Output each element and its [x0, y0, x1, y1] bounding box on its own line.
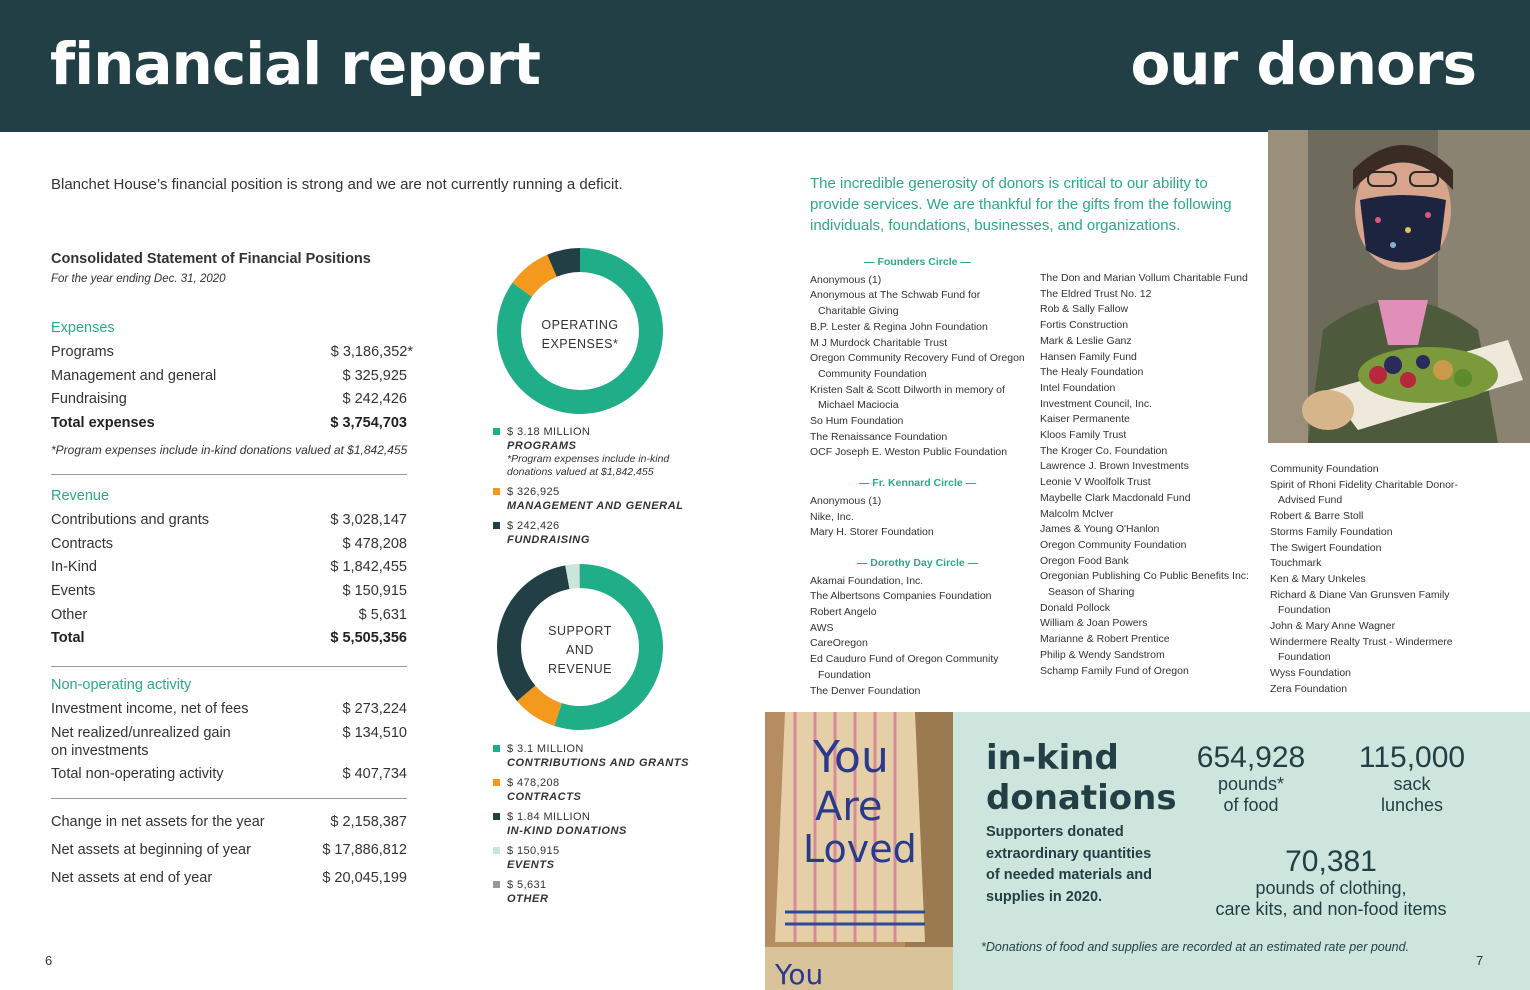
donor-name: Marianne & Robert Prentice: [1040, 633, 1170, 646]
row-label: Fundraising: [51, 391, 127, 407]
founders-list: [810, 273, 1025, 461]
donor-name: Windermere Realty Trust - Windermere Foundation: [1270, 635, 1453, 664]
donor-name: Intel Foundation: [1040, 381, 1116, 394]
legend-note: *Program expenses include in-kind donations valued at $1,842,455: [507, 453, 670, 478]
donor-name: Anonymous (1): [810, 494, 882, 507]
stat-unit: pounds*: [1217, 774, 1285, 794]
legend-value: $ 3.18 MILLION: [507, 426, 591, 438]
donor-name: Oregon Food Bank: [1040, 554, 1129, 567]
row-label-line2: on investments: [51, 743, 149, 759]
legend-item-management: [493, 485, 693, 513]
row-label: In-Kind: [51, 559, 97, 575]
donor-name: The Albertsons Companies Foundation: [810, 590, 992, 603]
legend-swatch: [493, 522, 500, 529]
legend-name: EVENTS: [507, 859, 555, 871]
row-label: Events: [51, 583, 96, 599]
donor-name: Mary H. Storer Foundation: [810, 526, 934, 539]
donor-name: Ken & Mary Unkeles: [1270, 572, 1366, 585]
row-label: Total non-operating activity: [51, 766, 224, 782]
row-value: $ 3,186,352*: [330, 344, 413, 360]
stat-number: 654,928: [1196, 741, 1306, 774]
donor-name: William & Joan Powers: [1040, 617, 1148, 630]
dorothy-circle-heading: — Dorothy Day Circle —: [856, 556, 979, 569]
legend-name: CONTRACTS: [507, 791, 582, 803]
row-label: Programs: [51, 344, 114, 360]
row-value: $ 5,505,356: [330, 630, 407, 646]
stat-unit: lunches: [1380, 795, 1444, 815]
row-value: $ 5,631: [358, 607, 407, 623]
volunteer-photo-illustration: [1268, 130, 1530, 443]
legend-item-inkind: [493, 810, 693, 838]
donor-name: The Eldred Trust No. 12: [1040, 287, 1152, 300]
legend-name: PROGRAMS: [507, 440, 577, 452]
donor-name: James & Young O'Hanlon: [1040, 523, 1160, 536]
bag-text-loved: Loved: [803, 827, 917, 871]
donor-name: Rob & Sally Fallow: [1040, 303, 1129, 316]
center-label-line: REVENUE: [548, 662, 612, 676]
you-are-loved-bag-photo: [765, 712, 953, 990]
kennard-circle-heading: — Fr. Kennard Circle —: [858, 477, 977, 490]
bag-text-are: Are: [815, 784, 883, 830]
donor-name: Anonymous (1): [810, 273, 882, 286]
revenue-heading: Revenue: [51, 488, 110, 504]
legend-value: $ 3.1 MILLION: [507, 743, 584, 755]
legend-item-contributions: [493, 742, 693, 770]
row-value: $ 478,208: [342, 536, 407, 552]
donor-name: Anonymous at The Schwab Fund for Charitable Giving: [810, 289, 981, 318]
legend-name: FUNDRAISING: [507, 534, 590, 546]
legend-name: MANAGEMENT AND GENERAL: [507, 500, 684, 512]
donor-name: Richard & Diane Van Grunsven Family Foundation: [1270, 588, 1450, 617]
donor-name: Akamai Foundation, Inc.: [810, 574, 924, 587]
row-label: Contributions and grants: [51, 512, 209, 528]
donor-name: Philip & Wendy Sandstrom: [1040, 648, 1165, 661]
donor-name: The Renaissance Foundation: [810, 430, 948, 443]
donor-name: AWS: [810, 621, 834, 634]
legend-item-fundraising: [493, 519, 693, 547]
legend-swatch: [493, 488, 500, 495]
stat-unit: pounds of clothing,: [1255, 878, 1407, 898]
row-label: Net realized/unrealized gain: [51, 725, 231, 741]
row-label: Contracts: [51, 536, 114, 552]
legend-swatch: [493, 847, 500, 854]
support-revenue-legend: [493, 742, 693, 912]
support-revenue-center-label: [520, 622, 640, 679]
bag-text-you-lower: You: [775, 958, 824, 990]
donor-name: OCF Joseph E. Weston Public Foundation: [810, 446, 1008, 459]
donor-name: The Don and Marian Vollum Charitable Fund: [1040, 272, 1248, 284]
legend-value: $ 1.84 MILLION: [507, 811, 591, 823]
legend-item-other: [493, 878, 693, 906]
statement-subtitle: For the year ending Dec. 31, 2020: [51, 273, 226, 285]
row-value: $ 242,426: [342, 391, 407, 407]
row-label: Other: [51, 607, 88, 623]
kennard-list: [810, 494, 1025, 541]
donor-column-3: [1270, 462, 1485, 698]
donor-name: Oregonian Publishing Co Public Benefits Inc: Season of Sharing: [1040, 570, 1249, 599]
row-label: Net assets at beginning of year: [51, 842, 251, 858]
donor-name: Schamp Family Fund of Oregon: [1040, 664, 1189, 677]
legend-value: $ 478,208: [507, 777, 560, 789]
legend-item-contracts: [493, 776, 693, 804]
stat-pounds-of-food: [1185, 742, 1317, 816]
legend-value: $ 326,925: [507, 486, 560, 498]
legend-item-events: [493, 844, 693, 872]
donors-intro: The incredible generosity of donors is critical to our ability to provide services. We are thankful for the gifts from the following individuals, foundations, businesses, and organizations.: [810, 175, 1232, 234]
operating-expenses-legend: [493, 425, 693, 553]
legend-swatch: [493, 745, 500, 752]
donor-column-1: [810, 255, 1025, 699]
page-number-right: 7: [1476, 953, 1484, 968]
inkind-title: [986, 738, 1177, 818]
financial-intro: Blanchet House’s financial position is strong and we are not currently running a deficit.: [51, 176, 623, 193]
divider: [51, 474, 407, 475]
row-value: $ 1,842,455: [330, 559, 407, 575]
header-bar: [0, 0, 1530, 132]
donor-name: B.P. Lester & Regina John Foundation: [810, 320, 988, 333]
row-label: Investment income, net of fees: [51, 701, 249, 717]
donor-name: Kloos Family Trust: [1040, 429, 1127, 442]
donor-name: Leonie V Woolfolk Trust: [1040, 476, 1151, 489]
center-label-line: SUPPORT: [548, 624, 612, 638]
stat-pounds-of-clothing: [1190, 846, 1472, 920]
spacer: [810, 541, 1025, 556]
page-number-left: 6: [45, 953, 53, 968]
spacer: [810, 461, 1025, 476]
legend-name: CONTRIBUTIONS AND GRANTS: [507, 757, 690, 769]
donor-name: Touchmark: [1270, 557, 1322, 570]
row-value: $ 134,510: [342, 725, 407, 741]
donor-name: So Hum Foundation: [810, 415, 904, 428]
founders-circle-heading: — Founders Circle —: [864, 256, 971, 268]
row-value: $ 273,224: [342, 701, 407, 717]
row-value: $ 325,925: [342, 368, 407, 384]
donor-name: The Swigert Foundation: [1270, 541, 1382, 554]
center-label-line: EXPENSES*: [541, 337, 619, 351]
donor-name: Zera Foundation: [1270, 682, 1348, 695]
donor-name: Oregon Community Recovery Fund of Oregon Community Foundation: [810, 352, 1025, 380]
page-title-our-donors: our donors: [1130, 30, 1476, 98]
donor-name: Kristen Salt & Scott Dilworth in memory of Michael Maciocia: [810, 383, 1005, 412]
row-label: Change in net assets for the year: [51, 814, 265, 830]
legend-value: $ 150,915: [507, 845, 560, 857]
row-value: $ 2,158,387: [330, 814, 407, 830]
legend-value: $ 242,426: [507, 520, 560, 532]
donor-name: The Kroger Co. Foundation: [1040, 444, 1168, 457]
expenses-heading: Expenses: [51, 320, 115, 336]
stat-unit: care kits, and non-food items: [1215, 899, 1447, 919]
donor-name: Storms Family Foundation: [1270, 525, 1393, 538]
donor-name: Robert Angelo: [810, 606, 877, 619]
inkind-title-line2: donations: [986, 778, 1177, 818]
donor-name: The Denver Foundation: [810, 684, 921, 697]
center-label-line: OPERATING: [541, 318, 619, 332]
donor-name: Oregon Community Foundation: [1040, 538, 1187, 551]
legend-name: IN-KIND DONATIONS: [507, 825, 627, 837]
donor-column-2: [1040, 271, 1255, 679]
stat-unit: of food: [1223, 795, 1279, 815]
volunteer-photo: [1268, 130, 1530, 443]
nonop-row-gain: [51, 725, 407, 761]
row-label: Net assets at end of year: [51, 870, 213, 886]
legend-swatch: [493, 779, 500, 786]
row-label: Management and general: [51, 368, 217, 384]
donor-name: Maybelle Clark Macdonald Fund: [1040, 491, 1191, 504]
bag-text-you: You: [813, 732, 889, 783]
expenses-note: *Program expenses include in-kind donations valued at $1,842,455: [51, 443, 408, 457]
row-label: Total expenses: [51, 415, 155, 431]
page-title-financial-report: financial report: [50, 30, 540, 98]
row-value: $ 3,028,147: [330, 512, 407, 528]
stat-unit: sack: [1393, 774, 1431, 794]
stat-number: 70,381: [1285, 845, 1377, 878]
legend-swatch: [493, 881, 500, 888]
donor-name: Fortis Construction: [1040, 319, 1129, 332]
donor-name: Kaiser Permanente: [1040, 413, 1130, 426]
divider: [51, 666, 407, 667]
inkind-footnote: *Donations of food and supplies are recorded at an estimated rate per pound.: [981, 940, 1410, 954]
donor-name: M J Murdock Charitable Trust: [810, 336, 948, 349]
donor-name: Investment Council, Inc.: [1040, 397, 1153, 410]
legend-item-programs: [493, 425, 693, 479]
legend-name: OTHER: [507, 893, 549, 905]
row-label: Total: [51, 630, 85, 646]
donor-name: Donald Pollock: [1040, 601, 1111, 614]
donor-name: Mark & Leslie Ganz: [1040, 334, 1132, 347]
donor-name: Community Foundation: [1270, 463, 1379, 475]
donor-name: John & Mary Anne Wagner: [1270, 620, 1396, 633]
dorothy-list: [810, 574, 1025, 700]
bag-photo-illustration: [765, 712, 953, 990]
donor-name: Nike, Inc.: [810, 510, 854, 523]
donor-name: Hansen Family Fund: [1040, 350, 1137, 363]
row-value: $ 20,045,199: [322, 870, 407, 886]
stat-sack-lunches: [1346, 742, 1478, 816]
donor-name: Wyss Foundation: [1270, 667, 1352, 680]
row-value: $ 407,734: [342, 766, 407, 782]
legend-value: $ 5,631: [507, 879, 547, 891]
operating-expenses-center-label: [520, 316, 640, 354]
legend-swatch: [493, 428, 500, 435]
donor-name: Ed Cauduro Fund of Oregon Community Foundation: [810, 653, 999, 681]
center-label-line: AND: [566, 643, 594, 657]
nonop-heading: Non-operating activity: [51, 677, 192, 693]
divider: [51, 798, 407, 799]
donor-name: Malcolm McIver: [1040, 507, 1114, 520]
donor-name: Lawrence J. Brown Investments: [1040, 460, 1189, 473]
row-value: $ 17,886,812: [322, 842, 407, 858]
row-value: $ 3,754,703: [330, 415, 407, 431]
donor-name: The Healy Foundation: [1040, 366, 1144, 379]
donor-name: Robert & Barre Stoll: [1270, 510, 1364, 523]
donor-name: CareOregon: [810, 637, 868, 650]
donor-name: Spirit of Rhoni Fidelity Charitable Donor-Advised Fund: [1270, 478, 1458, 507]
inkind-title-line1: in-kind: [986, 738, 1119, 778]
row-value: $ 150,915: [342, 583, 407, 599]
inkind-description: Supporters donated extraordinary quantities of needed materials and supplies in 2020.: [986, 824, 1152, 905]
statement-title: Consolidated Statement of Financial Positions: [51, 251, 371, 267]
legend-swatch: [493, 813, 500, 820]
stat-number: 115,000: [1358, 741, 1466, 774]
